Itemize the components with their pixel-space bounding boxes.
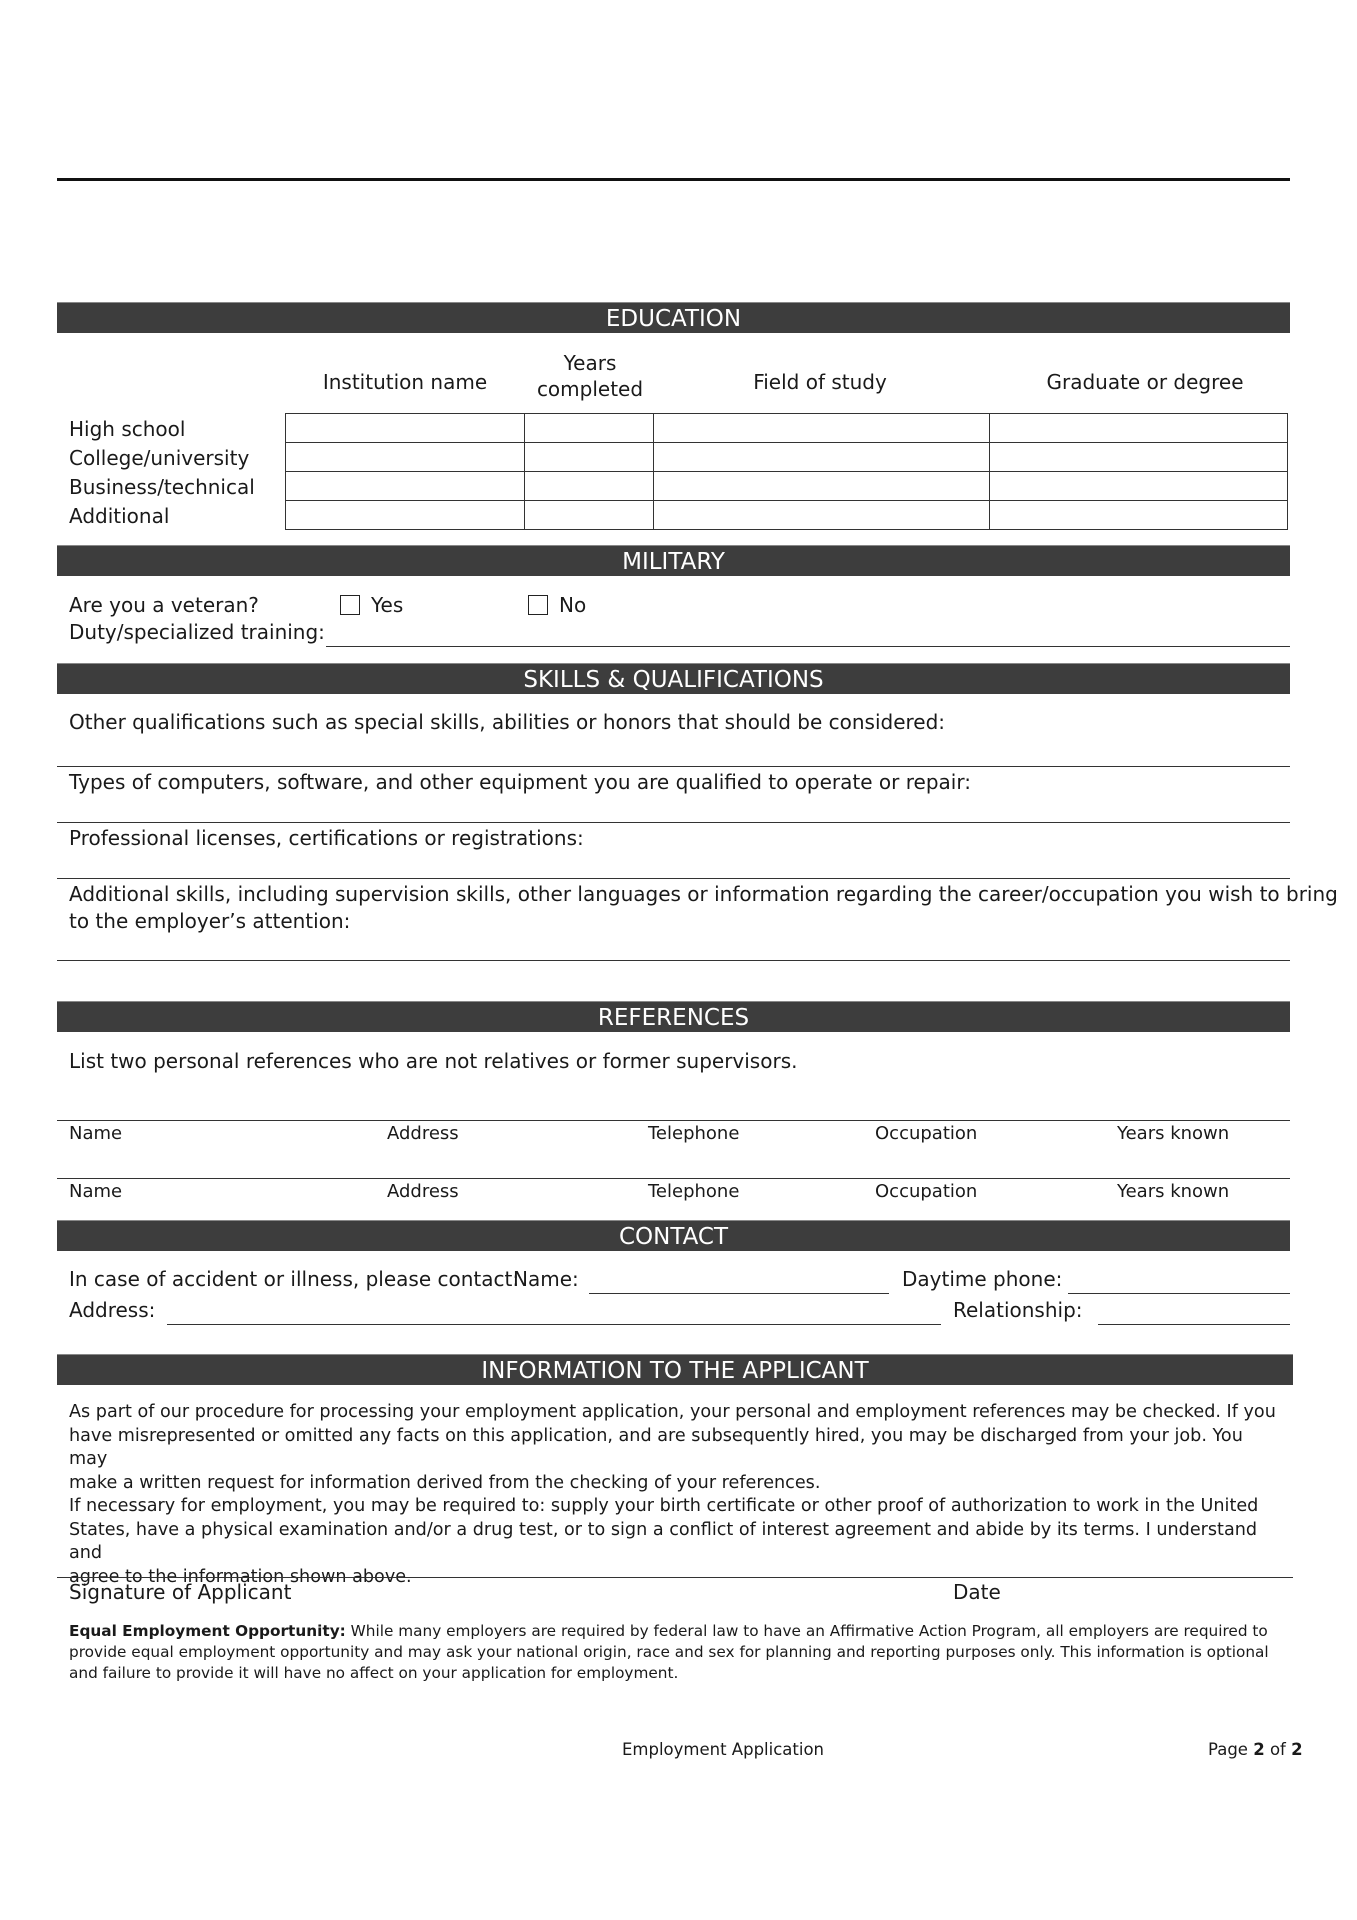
ref2-address: Address (387, 1181, 459, 1202)
col-years-line1: Years (563, 351, 617, 375)
references-heading: REFERENCES (597, 1005, 750, 1031)
veteran-yes-label: Yes (371, 593, 404, 617)
training-label: Duty/specialized training: (69, 620, 325, 644)
skills-heading-bar (57, 663, 1290, 694)
ref1-years-known: Years known (1117, 1123, 1230, 1144)
edu-row-college: College/university (69, 446, 250, 470)
info-p1-line3: make a written request for information derived from the checking of your references. (69, 1472, 821, 1493)
edu-cell[interactable] (525, 443, 654, 472)
eeo-line2: provide equal employment opportunity and may ask your national origin, race and sex for planning and reporting purposes only. This information is optional (69, 1643, 1269, 1661)
edu-cell[interactable] (654, 472, 990, 501)
edu-cell[interactable] (654, 414, 990, 443)
ref1-occupation: Occupation (875, 1123, 978, 1144)
eeo-line3: and failure to provide it will have no affect on your application for employment. (69, 1664, 679, 1682)
skills-q4-line2: to the employer’s attention: (69, 909, 351, 933)
edu-cell[interactable] (990, 501, 1288, 530)
eeo-notice (69, 1621, 1284, 1684)
skills-q4-line1: Additional skills, including supervision skills, other languages or information regarding the career/occupation you wish to bring (69, 882, 1338, 906)
col-institution: Institution name (322, 370, 488, 394)
info-p2-line3: agree to the information shown above. (69, 1566, 412, 1587)
table-row (286, 443, 1288, 472)
signature-label: Signature of Applicant (69, 1580, 292, 1604)
edu-row-high-school: High school (69, 417, 186, 441)
ref1-address: Address (387, 1123, 459, 1144)
edu-cell[interactable] (286, 443, 525, 472)
skills-q3-line[interactable] (57, 878, 1290, 879)
reference-1-line[interactable] (57, 1120, 1290, 1121)
date-label: Date (953, 1580, 1001, 1604)
contact-phone-label: Daytime phone: (902, 1267, 1063, 1291)
skills-q1: Other qualifications such as special skills, abilities or honors that should be considered: (69, 710, 946, 734)
footer-page-num: 2 (1253, 1740, 1265, 1759)
eeo-bold: Equal Employment Opportunity: (69, 1622, 346, 1640)
skills-q3: Professional licenses, certifications or registrations: (69, 826, 584, 850)
footer-of-word: of (1269, 1740, 1286, 1759)
military-heading: MILITARY (622, 549, 725, 575)
info-p1-line2: have misrepresented or omitted any facts on this application, and are subsequently hired, you may be discharged from your job. You may (69, 1425, 1243, 1469)
education-heading-bar (57, 302, 1290, 333)
info-paragraph-1 (69, 1401, 1284, 1589)
ref2-years-known: Years known (1117, 1181, 1230, 1202)
contact-name-label: Name: (513, 1267, 579, 1291)
education-table (285, 413, 1288, 530)
contact-relationship-label: Relationship: (953, 1298, 1083, 1322)
edu-cell[interactable] (286, 472, 525, 501)
table-row (286, 501, 1288, 530)
edu-cell[interactable] (990, 414, 1288, 443)
info-heading-bar (57, 1354, 1293, 1385)
references-heading-bar (57, 1001, 1290, 1032)
edu-cell[interactable] (654, 501, 990, 530)
signature-line[interactable] (57, 1577, 1293, 1578)
edu-cell[interactable] (654, 443, 990, 472)
ref1-telephone: Telephone (648, 1123, 740, 1144)
col-years (525, 350, 655, 402)
edu-cell[interactable] (525, 414, 654, 443)
contact-name-line[interactable] (589, 1293, 889, 1294)
education-heading: EDUCATION (605, 306, 742, 332)
training-input-line[interactable] (326, 646, 1290, 647)
footer-page-word: Page (1208, 1740, 1248, 1759)
skills-q2: Types of computers, software, and other equipment you are qualified to operate or repair: (69, 770, 971, 794)
veteran-question: Are you a veteran? (69, 593, 259, 617)
contact-prompt: In case of accident or illness, please contact: (69, 1267, 520, 1291)
ref2-telephone: Telephone (648, 1181, 740, 1202)
col-field: Field of study (753, 370, 887, 394)
info-p1-line1: As part of our procedure for processing your employment application, your personal and employment references may be checked. If you (69, 1402, 1276, 1422)
edu-cell[interactable] (525, 472, 654, 501)
skills-q1-line[interactable] (57, 766, 1290, 767)
info-p2-line1: If necessary for employment, you may be required to: supply your birth certificate or other proof of authorization to work in the United (69, 1496, 1259, 1516)
info-p2-line2: States, have a physical examination and/or a drug test, or to sign a conflict of interest agreement and abide by its terms. I understand and (69, 1519, 1258, 1563)
veteran-yes-checkbox[interactable] (340, 595, 360, 615)
ref1-name: Name (69, 1123, 123, 1144)
table-row (286, 414, 1288, 443)
footer-page-number (1208, 1740, 1303, 1759)
skills-q4-line[interactable] (57, 960, 1290, 961)
contact-relationship-line[interactable] (1098, 1324, 1290, 1325)
table-row (286, 472, 1288, 501)
edu-cell[interactable] (525, 501, 654, 530)
veteran-no-checkbox[interactable] (528, 595, 548, 615)
skills-q2-line[interactable] (57, 822, 1290, 823)
edu-cell[interactable] (286, 501, 525, 530)
references-instruction: List two personal references who are not relatives or former supervisors. (69, 1049, 798, 1073)
footer-page-total: 2 (1291, 1740, 1303, 1759)
contact-heading: CONTACT (618, 1224, 729, 1250)
info-heading: INFORMATION TO THE APPLICANT (481, 1358, 869, 1384)
ref2-name: Name (69, 1181, 123, 1202)
eeo-line1 (69, 1621, 1284, 1642)
reference-2-line[interactable] (57, 1178, 1290, 1179)
col-years-line2: completed (536, 377, 644, 401)
contact-heading-bar (57, 1220, 1290, 1251)
edu-row-additional: Additional (69, 504, 170, 528)
edu-cell[interactable] (990, 443, 1288, 472)
veteran-no-label: No (559, 593, 587, 617)
skills-heading: SKILLS & QUALIFICATIONS (523, 667, 824, 693)
header-rule (57, 178, 1290, 181)
footer-title: Employment Application (622, 1740, 825, 1759)
edu-row-business: Business/technical (69, 475, 255, 499)
contact-address-line[interactable] (167, 1324, 941, 1325)
military-heading-bar (57, 545, 1290, 576)
edu-cell[interactable] (990, 472, 1288, 501)
contact-phone-line[interactable] (1068, 1293, 1290, 1294)
ref2-occupation: Occupation (875, 1181, 978, 1202)
col-degree: Graduate or degree (1046, 370, 1244, 394)
edu-cell[interactable] (286, 414, 525, 443)
eeo-line1-text: While many employers are required by federal law to have an Affirmative Action Program, all employers are required to (345, 1622, 1268, 1640)
contact-address-label: Address: (69, 1298, 156, 1322)
